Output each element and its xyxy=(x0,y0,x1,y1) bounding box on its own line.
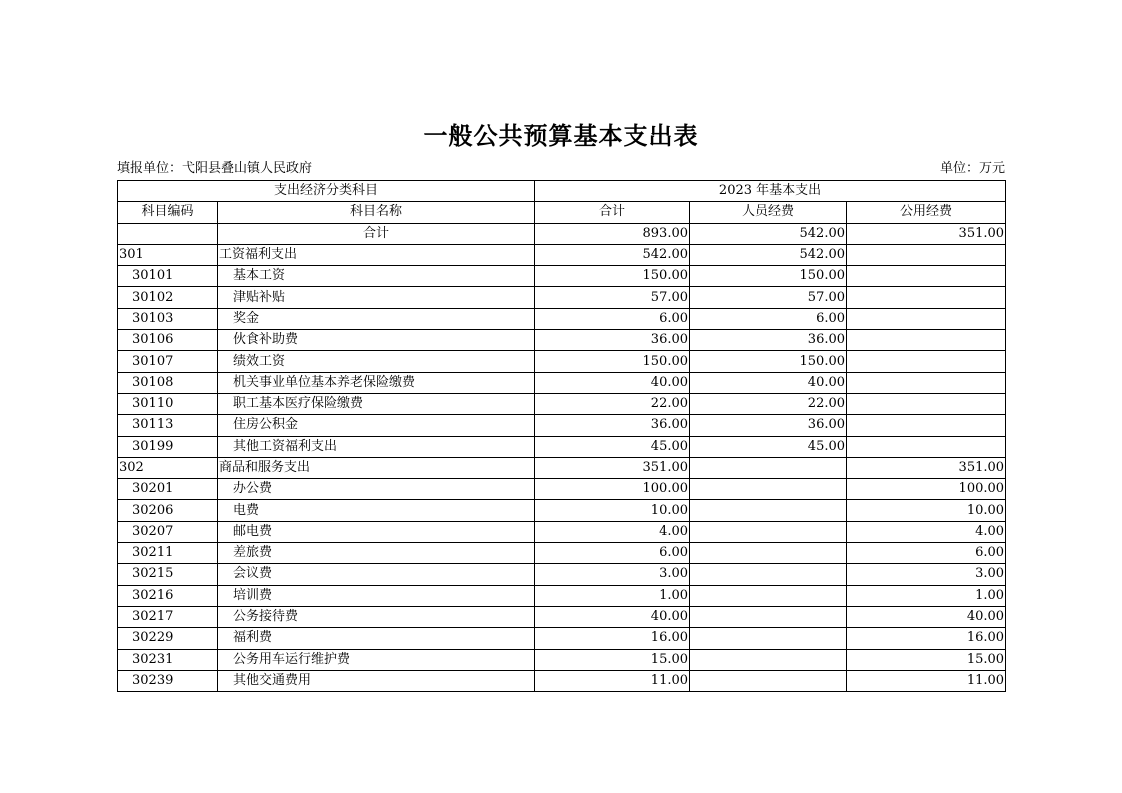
amount-total: 40.00 xyxy=(535,606,690,627)
header-column-row xyxy=(118,202,1006,223)
amount-total: 150.00 xyxy=(535,266,690,287)
amount-public: 100.00 xyxy=(847,479,1006,500)
account-name: 绩效工资 xyxy=(218,351,535,372)
account-code: 30216 xyxy=(118,585,218,606)
account-code: 30239 xyxy=(118,670,218,691)
amount-personnel xyxy=(690,585,847,606)
table-row xyxy=(118,415,1006,436)
table-row xyxy=(118,564,1006,585)
amount-personnel xyxy=(690,606,847,627)
amount-total: 36.00 xyxy=(535,415,690,436)
amount-personnel: 150.00 xyxy=(690,266,847,287)
table-row xyxy=(118,585,1006,606)
header-name: 科目名称 xyxy=(218,202,535,223)
account-name: 办公费 xyxy=(218,479,535,500)
amount-total: 22.00 xyxy=(535,393,690,414)
account-code: 30206 xyxy=(118,500,218,521)
table-row xyxy=(118,287,1006,308)
amount-personnel: 150.00 xyxy=(690,351,847,372)
amount-public: 40.00 xyxy=(847,606,1006,627)
total-personnel: 542.00 xyxy=(690,223,847,244)
amount-personnel xyxy=(690,649,847,670)
account-name: 邮电费 xyxy=(218,521,535,542)
table-row xyxy=(118,479,1006,500)
amount-personnel: 6.00 xyxy=(690,308,847,329)
account-name: 其他交通费用 xyxy=(218,670,535,691)
table-row xyxy=(118,649,1006,670)
total-code-cell xyxy=(118,223,218,244)
amount-public xyxy=(847,287,1006,308)
amount-personnel: 36.00 xyxy=(690,330,847,351)
amount-personnel xyxy=(690,628,847,649)
amount-public: 15.00 xyxy=(847,649,1006,670)
total-amount: 893.00 xyxy=(535,223,690,244)
account-name: 公务接待费 xyxy=(218,606,535,627)
header-personnel: 人员经费 xyxy=(690,202,847,223)
account-code: 30113 xyxy=(118,415,218,436)
account-code: 30108 xyxy=(118,372,218,393)
account-name: 职工基本医疗保险缴费 xyxy=(218,393,535,414)
account-code: 301 xyxy=(118,244,218,265)
report-meta xyxy=(117,160,1005,178)
amount-total: 351.00 xyxy=(535,457,690,478)
table-row xyxy=(118,521,1006,542)
amount-public: 6.00 xyxy=(847,543,1006,564)
table-row xyxy=(118,372,1006,393)
account-name: 津贴补贴 xyxy=(218,287,535,308)
amount-public xyxy=(847,393,1006,414)
currency-unit: 单位：万元 xyxy=(939,161,1005,176)
account-code: 30101 xyxy=(118,266,218,287)
account-name: 差旅费 xyxy=(218,543,535,564)
amount-personnel xyxy=(690,457,847,478)
amount-public: 1.00 xyxy=(847,585,1006,606)
account-code: 30217 xyxy=(118,606,218,627)
table-row xyxy=(118,351,1006,372)
amount-personnel: 542.00 xyxy=(690,244,847,265)
account-code: 30110 xyxy=(118,393,218,414)
reporting-unit: 填报单位：弋阳县叠山镇人民政府 xyxy=(117,161,313,176)
account-code: 302 xyxy=(118,457,218,478)
table-row xyxy=(118,670,1006,691)
account-code: 30231 xyxy=(118,649,218,670)
amount-total: 542.00 xyxy=(535,244,690,265)
account-name: 其他工资福利支出 xyxy=(218,436,535,457)
amount-total: 6.00 xyxy=(535,308,690,329)
total-public: 351.00 xyxy=(847,223,1006,244)
amount-personnel xyxy=(690,670,847,691)
amount-personnel: 40.00 xyxy=(690,372,847,393)
account-name: 机关事业单位基本养老保险缴费 xyxy=(218,372,535,393)
amount-public: 4.00 xyxy=(847,521,1006,542)
amount-total: 100.00 xyxy=(535,479,690,500)
amount-public xyxy=(847,266,1006,287)
amount-total: 16.00 xyxy=(535,628,690,649)
account-code: 30106 xyxy=(118,330,218,351)
amount-personnel xyxy=(690,543,847,564)
amount-public: 351.00 xyxy=(847,457,1006,478)
amount-personnel: 45.00 xyxy=(690,436,847,457)
header-code: 科目编码 xyxy=(118,202,218,223)
header-total: 合计 xyxy=(535,202,690,223)
amount-public: 3.00 xyxy=(847,564,1006,585)
table-row xyxy=(118,543,1006,564)
amount-public xyxy=(847,415,1006,436)
amount-personnel xyxy=(690,479,847,500)
amount-total: 10.00 xyxy=(535,500,690,521)
header-public: 公用经费 xyxy=(847,202,1006,223)
table-row xyxy=(118,500,1006,521)
amount-public xyxy=(847,244,1006,265)
table-row xyxy=(118,628,1006,649)
amount-total: 150.00 xyxy=(535,351,690,372)
account-name: 住房公积金 xyxy=(218,415,535,436)
table-row xyxy=(118,393,1006,414)
table-row xyxy=(118,266,1006,287)
page-title: 一般公共预算基本支出表 xyxy=(423,122,699,150)
account-name: 福利费 xyxy=(218,628,535,649)
amount-total: 36.00 xyxy=(535,330,690,351)
account-code: 30201 xyxy=(118,479,218,500)
amount-personnel: 57.00 xyxy=(690,287,847,308)
amount-public xyxy=(847,330,1006,351)
account-code: 30211 xyxy=(118,543,218,564)
amount-total: 3.00 xyxy=(535,564,690,585)
amount-total: 6.00 xyxy=(535,543,690,564)
amount-total: 11.00 xyxy=(535,670,690,691)
amount-total: 4.00 xyxy=(535,521,690,542)
table-body xyxy=(118,223,1006,692)
amount-public xyxy=(847,308,1006,329)
table-row xyxy=(118,606,1006,627)
header-economic-classification: 支出经济分类科目 xyxy=(118,181,535,202)
account-name: 公务用车运行维护费 xyxy=(218,649,535,670)
account-name: 会议费 xyxy=(218,564,535,585)
account-code: 30215 xyxy=(118,564,218,585)
amount-total: 45.00 xyxy=(535,436,690,457)
amount-personnel xyxy=(690,521,847,542)
account-code: 30229 xyxy=(118,628,218,649)
account-code: 30199 xyxy=(118,436,218,457)
amount-total: 1.00 xyxy=(535,585,690,606)
amount-personnel xyxy=(690,564,847,585)
account-code: 30103 xyxy=(118,308,218,329)
account-code: 30102 xyxy=(118,287,218,308)
account-code: 30107 xyxy=(118,351,218,372)
table-row xyxy=(118,308,1006,329)
amount-personnel: 36.00 xyxy=(690,415,847,436)
table-row xyxy=(118,244,1006,265)
account-name: 电费 xyxy=(218,500,535,521)
account-name: 奖金 xyxy=(218,308,535,329)
amount-public: 11.00 xyxy=(847,670,1006,691)
account-code: 30207 xyxy=(118,521,218,542)
table-row xyxy=(118,457,1006,478)
amount-personnel xyxy=(690,500,847,521)
header-basic-expenditure-year: 2023 年基本支出 xyxy=(535,181,1006,202)
amount-public xyxy=(847,351,1006,372)
account-name: 伙食补助费 xyxy=(218,330,535,351)
header-group-row xyxy=(118,181,1006,202)
table-row xyxy=(118,330,1006,351)
amount-personnel: 22.00 xyxy=(690,393,847,414)
amount-public: 16.00 xyxy=(847,628,1006,649)
total-row xyxy=(118,223,1006,244)
amount-public: 10.00 xyxy=(847,500,1006,521)
account-name: 商品和服务支出 xyxy=(218,457,535,478)
account-name: 工资福利支出 xyxy=(218,244,535,265)
budget-table xyxy=(117,180,1006,692)
amount-public xyxy=(847,436,1006,457)
total-label: 合计 xyxy=(218,223,535,244)
account-name: 培训费 xyxy=(218,585,535,606)
account-name: 基本工资 xyxy=(218,266,535,287)
amount-public xyxy=(847,372,1006,393)
amount-total: 15.00 xyxy=(535,649,690,670)
table-row xyxy=(118,436,1006,457)
amount-total: 40.00 xyxy=(535,372,690,393)
amount-total: 57.00 xyxy=(535,287,690,308)
